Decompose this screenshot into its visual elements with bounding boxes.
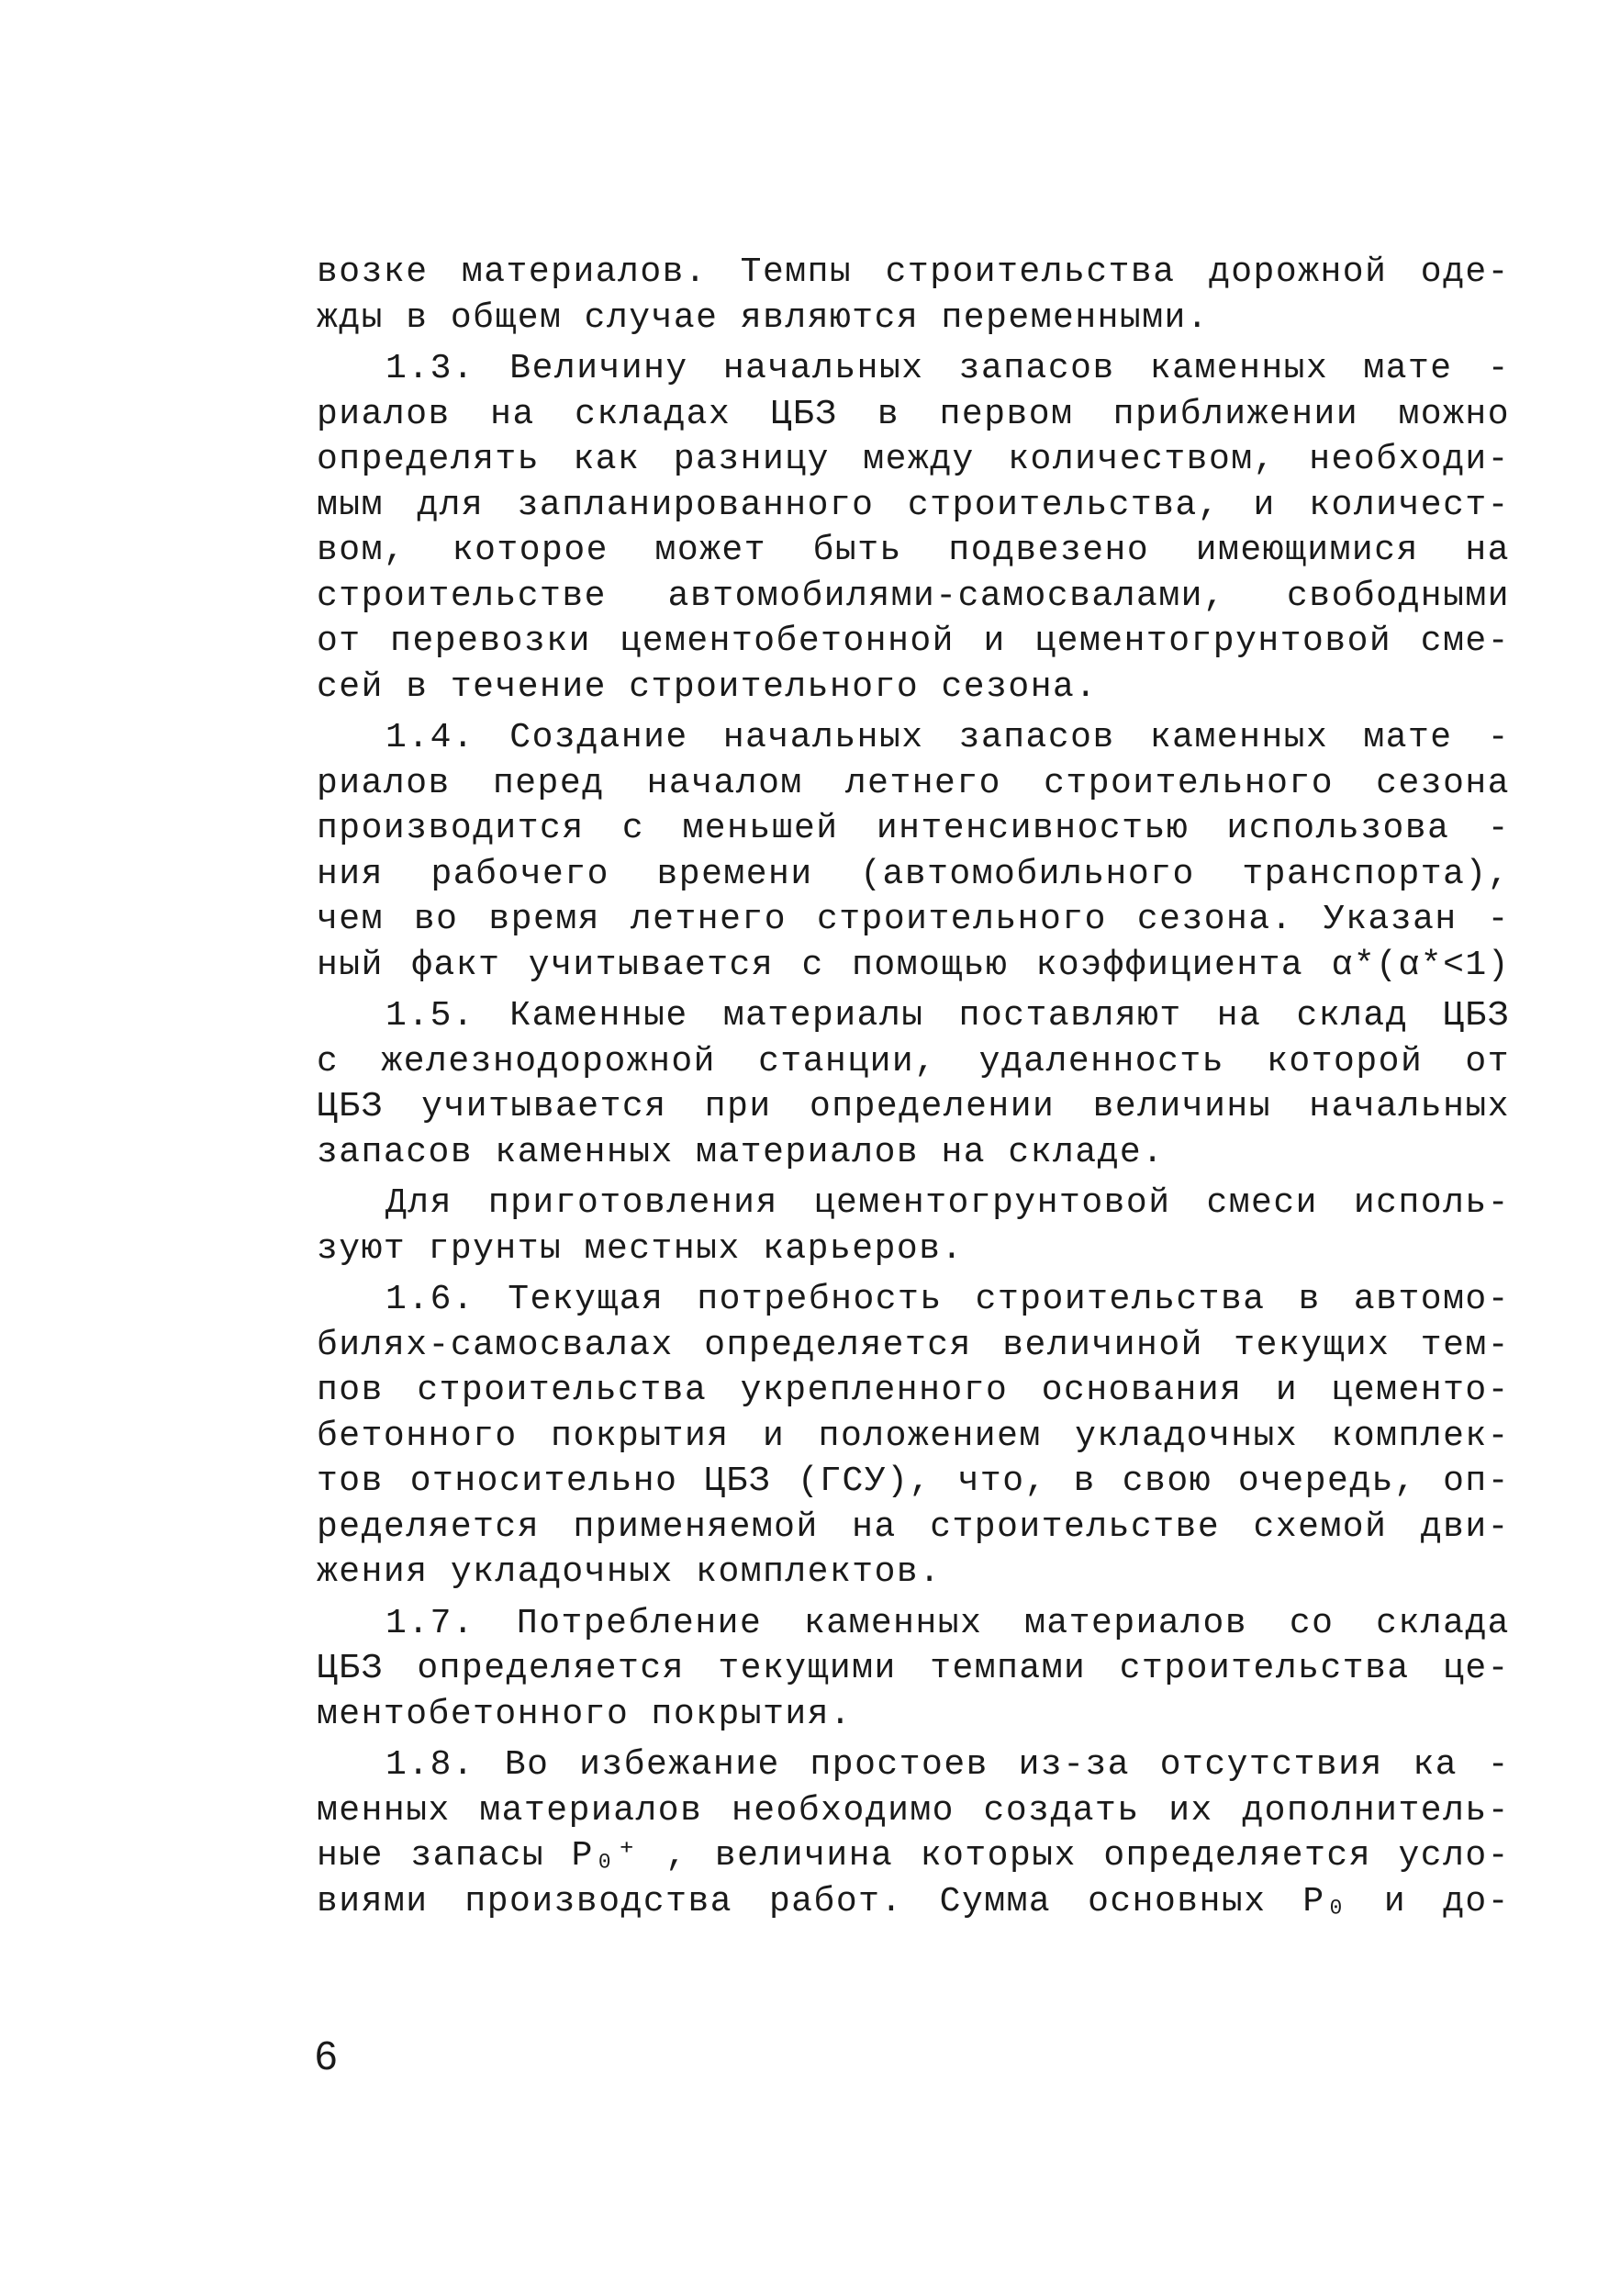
text-line: сей в течение строительного сезона. xyxy=(317,666,1098,707)
text-line: 1.3. Величину начальных запасов каменных мате - xyxy=(385,349,1510,388)
text-line: жения укладочных комплектов. xyxy=(317,1552,942,1592)
text-line: ные запасы P₀⁺ , величина которых определяется усло- xyxy=(317,1836,1510,1876)
paragraph xyxy=(317,1742,1510,1924)
text-line: билях-самосвалах определяется величиной текущих тем- xyxy=(317,1325,1510,1365)
text-line: определять как разницу между количеством, необходи- xyxy=(317,440,1510,479)
text-line: ЦБЗ определяется текущими темпами строительства це- xyxy=(317,1649,1510,1688)
text-line: 1.6. Текущая потребность строительства в автомо- xyxy=(385,1280,1510,1319)
text-line: чем во время летнего строительного сезона. Указан - xyxy=(317,900,1510,939)
text-line: 1.7. Потребление каменных материалов со склада xyxy=(385,1603,1510,1643)
paragraph xyxy=(317,993,1510,1175)
text-line: 1.8. Во избежание простоев из-за отсутствия ка - xyxy=(385,1745,1510,1785)
text-line: возке материалов. Темпы строительства дорожной оде- xyxy=(317,252,1510,292)
text-line: строительстве автомобилями-самосвалами, свободными xyxy=(317,576,1510,616)
body-text xyxy=(317,250,1510,1924)
paragraph xyxy=(317,1601,1510,1738)
text-line: от перевозки цементобетонной и цементогрунтовой сме- xyxy=(317,622,1510,661)
text-line: запасов каменных материалов на складе. xyxy=(317,1132,1165,1172)
text-line: с железнодорожной станции, удаленность которой от xyxy=(317,1041,1510,1081)
text-line: 1.4. Создание начальных запасов каменных мате - xyxy=(385,718,1510,757)
text-line: ределяется применяемой на строительстве схемой дви- xyxy=(317,1506,1510,1547)
paragraph xyxy=(317,1277,1510,1596)
text-line: ментобетонного покрытия. xyxy=(317,1694,853,1734)
text-line: менных материалов необходимо создать их дополнитель- xyxy=(317,1790,1510,1831)
text-line: ЦБЗ учитывается при определении величины начальных xyxy=(317,1087,1510,1126)
paragraph xyxy=(317,715,1510,988)
text-line: риалов перед началом летнего строительного сезона xyxy=(317,763,1510,803)
paragraph xyxy=(317,250,1510,341)
text-line: зуют грунты местных карьеров. xyxy=(317,1228,964,1269)
page-number: 6 xyxy=(315,2033,338,2078)
text-line: жды в общем случае являются переменными. xyxy=(317,297,1210,338)
text-line: бетонного покрытия и положением укладочных комплек- xyxy=(317,1416,1510,1456)
text-line: мым для запланированного строительства, и количест- xyxy=(317,485,1510,525)
paragraph xyxy=(317,346,1510,710)
text-line: 1.5. Каменные материалы поставляют на склад ЦБЗ xyxy=(385,996,1510,1036)
text-line: производится с меньшей интенсивностью использова - xyxy=(317,809,1510,848)
text-line: ния рабочего времени (автомобильного транспорта), xyxy=(317,854,1510,894)
text-line: пов строительства укрепленного основания и цементо- xyxy=(317,1371,1510,1410)
text-line: ный факт учитывается с помощью коэффициента α*(α*<1) xyxy=(317,945,1510,985)
text-line: риалов на складах ЦБЗ в первом приближении можно xyxy=(317,394,1510,434)
text-line: виями производства работ. Сумма основных P₀ и до- xyxy=(317,1881,1510,1921)
text-line: тов относительно ЦБЗ (ГСУ), что, в свою очередь, оп- xyxy=(317,1462,1510,1501)
text-line: вом, которое может быть подвезено имеющимися на xyxy=(317,531,1510,570)
text-line: Для приготовления цементогрунтовой смеси исполь- xyxy=(385,1183,1510,1223)
paragraph xyxy=(317,1181,1510,1271)
